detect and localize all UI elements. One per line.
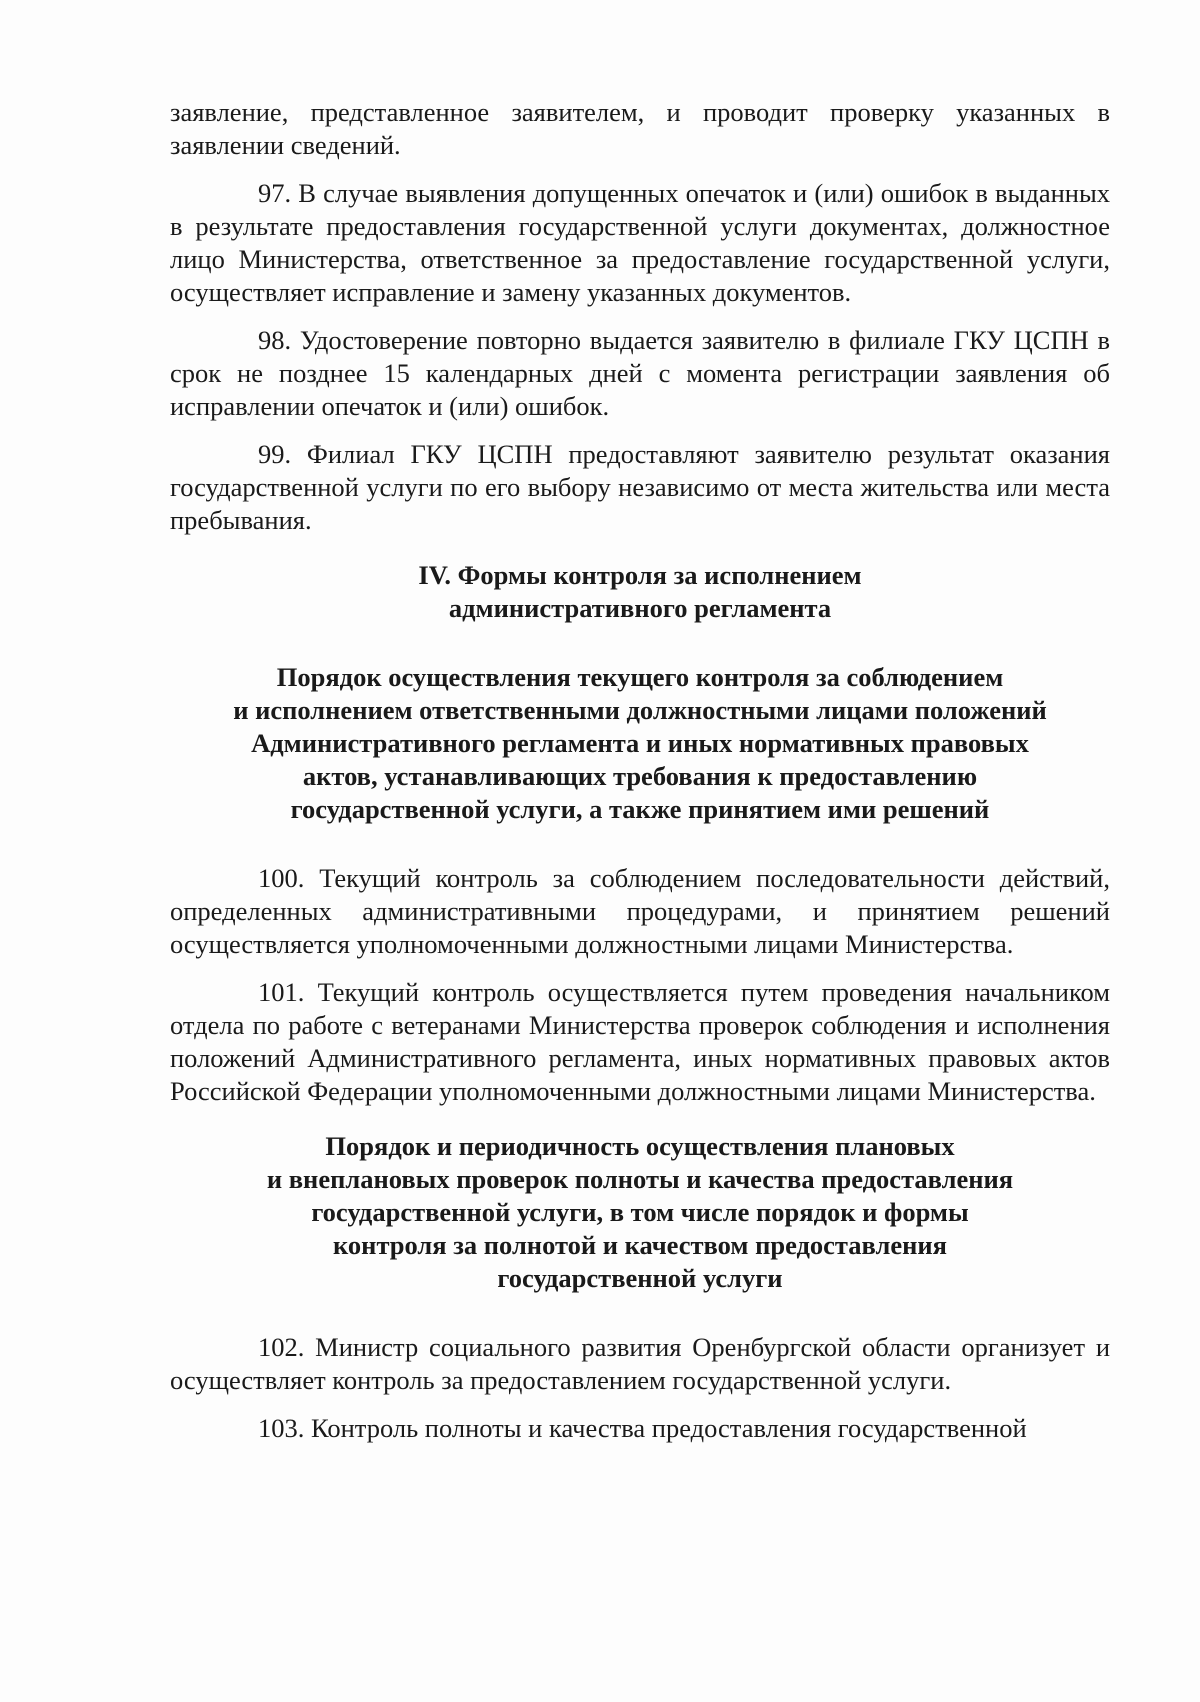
paragraph-101: 101. Текущий контроль осуществляется путем проведения начальником отдела по работе с ветеранами Министерства проверок соблюдения и исполнения положений Административного регламента, иных нормативных правовых актов Российской Федерации уполномоченными должностными лицами Министерства.	[170, 977, 1110, 1106]
paragraph-97: 97. В случае выявления допущенных опечаток и (или) ошибок в выданных в результате предоставления государственной услуги документах, должностное лицо Министерства, ответственное за предоставление государственной услуги, осуществляет исправление и замену указанных документов.	[170, 178, 1110, 307]
paragraph-103: 103. Контроль полноты и качества предоставления государственной	[258, 1413, 1027, 1443]
paragraph-98: 98. Удостоверение повторно выдается заявителю в филиале ГКУ ЦСПН в срок не позднее 15 календарных дней с момента регистрации заявления об исправлении опечаток и (или) ошибок.	[170, 325, 1110, 421]
paragraph-99: 99. Филиал ГКУ ЦСПН предоставляют заявителю результат оказания государственной услуги по его выбору независимо от места жительства или места пребывания.	[170, 439, 1110, 535]
subheading-inspections	[170, 1130, 1110, 1295]
subheading-line: Порядок осуществления текущего контроля за соблюдением	[276, 662, 1004, 692]
paragraph-102: 102. Министр социального развития Оренбургской области организует и осуществляет контроль за предоставлением государственной услуги.	[170, 1332, 1110, 1395]
document-body	[170, 96, 1110, 1460]
subheading-line: контроля за полнотой и качеством предоставления	[333, 1230, 947, 1260]
subheading-line: Порядок и периодичность осуществления плановых	[325, 1131, 955, 1161]
paragraph-100: 100. Текущий контроль за соблюдением последовательности действий, определенных административными процедурами, и принятием решений осуществляется уполномоченными должностными лицами Министерства.	[170, 863, 1110, 959]
section-heading-line: административного регламента	[448, 593, 832, 623]
subheading-line: актов, устанавливающих требования к предоставлению	[302, 761, 978, 791]
subheading-line: государственной услуги, а также принятием ими решений	[290, 794, 990, 824]
subheading-line: государственной услуги, в том числе порядок и формы	[311, 1197, 969, 1227]
subheading-line: и внеплановых проверок полноты и качества предоставления	[266, 1164, 1014, 1194]
subheading-line: и исполнением ответственными должностными лицами положений	[233, 695, 1047, 725]
paragraph-continuation: заявление, представленное заявителем, и проводит проверку указанных в заявлении сведений.	[170, 97, 1110, 160]
subheading-line: Административного регламента и иных нормативных правовых	[251, 728, 1029, 758]
section-heading	[170, 559, 1110, 625]
subheading-line: государственной услуги	[497, 1263, 783, 1293]
subheading-current-control	[170, 661, 1110, 826]
section-heading-line: IV. Формы контроля за исполнением	[418, 560, 862, 590]
